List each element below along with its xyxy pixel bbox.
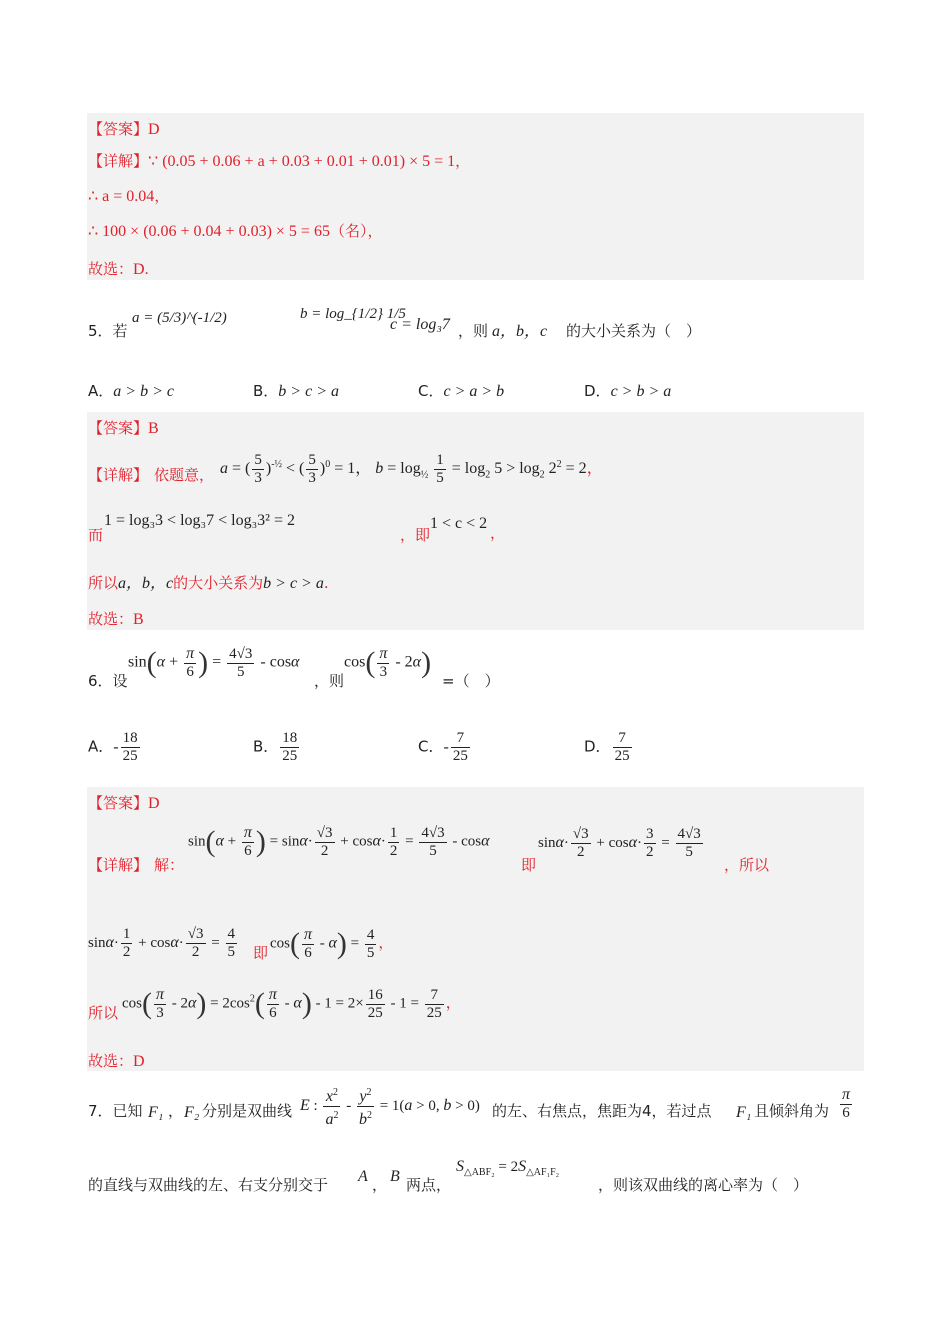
option-label: B．	[253, 737, 279, 756]
q5-answer-line	[88, 417, 159, 438]
q4-choose-value: D.	[133, 261, 149, 278]
q7-stem-line1: 7．已知 F₁ ， F₂ 分别是双曲线 E : $\frac{x^2}{a^2}$ - $\frac{y^2}{b^2}$ = 1(a > 0, b > 0) 的左、右焦点，焦距为4，若过点 F₁ 且倾斜角为 $\frac{\pi}{6}$	[88, 1086, 851, 1128]
q6-detail-ji2: 即	[253, 944, 269, 962]
document-page: 【答案】D 【详解】∵ (0.05 + 0.06 + a + 0.03 + 0.01 + 0.01) × 5 = 1， ∴ a = 0.04， ∴ 100 × (0.06 + 0.04 + 0.03) × 5 = 65（名）， 故选：D. 5．若 a = (5/3)^(-1/2) b = log_{1/2} 1/5 c = log₃7 ，则 a，b，c 的大小关系为（ ） A．a > b > c B．b > c > a C．c > a > b D．c > b > a 【答案】B 【详解】 依题意， a = ( $\frac{5}{3}$ )$^{-\frac{1}{2}}$ < ( $\frac{5}{3}$ )$^0$ = 1， $b = \log_{\frac{1}{2}}$ $\frac{1}{5}$ = $\log_2 5 > \log_2 2^2 = 2$， 而 1 = log₃3 < log₃7 < log₃3² = 2 ，即 1 < c < 2 ， 所以a，b，c的大小关系为b > c > a. 故选：B 6．设 sin(α + $\frac{\pi}{6}$ ) = $\frac{4√3}{5}$ - cosα ，则 cos( $\frac{\pi}{3}$ - 2α) =（ ） A．- $\frac{18}{25}$ B． $\frac{18}{25}$ C．- $\frac{7}{25}$ D． $\frac{7}{25}$ 【答案】D 【详解】 解： sin(α + $\frac{\pi}{6}$ ) = sinα· $\frac{√3}{2}$ + cosα· $\frac{1}{2}$ = $\frac{4√3}{5}$ - cosα 即 sinα· $\frac{√3}{2}$ + cosα· $\frac{3}{2}$ = $\frac{4√3}{5}$ ，所以 sinα· $\frac{1}{2}$ + cosα· $\frac{√3}{2}$ = $\frac{4}{5}$ 即 cos( $\frac{\pi}{6}$ - α) = $\frac{4}{5}$ ， 所以 cos( $\frac{\pi}{3}$ - $2\alpha) = 2\cos^2$( $\frac{\pi}{6}$ - α) - 1 = 2× $\frac{16}{25}$ - 1 = $\frac{7}{25}$ ， 故选：D 7．已知 F₁ ， F₂ 分别是双曲线 E : $\frac{x^2}{a^2}$ - $\frac{y^2}{b^2}$ = 1(a > 0, b > 0) 的左、右焦点，焦距为4，若过点 F₁ 且倾斜角为 $\frac{\pi}{6}$ 的直线与双曲线的左、右支分别交于 A ， B 两点， $S_{\triangle ABF_2} = 2S_{\triangle AF_1F_2}$ ，则该双曲线的离心率为（ ）	[0, 0, 950, 1344]
q6-given: sin(α + $\frac{\pi}{6}$ ) = $\frac{4√3}{5}$ - cosα	[128, 645, 300, 680]
q4-detail-end1: ，	[455, 152, 471, 170]
q5-option-b[interactable]	[253, 380, 339, 401]
q5-choose-value: B	[133, 611, 144, 628]
q6-choose-line	[88, 1050, 145, 1071]
q5-detail-suoyi: 所以	[88, 574, 119, 592]
q4-detail-end3: （名），	[329, 222, 383, 240]
q5-detail-expr: a = ( $\frac{5}{3}$ )$^{-\frac{1}{2}}$ < ( $\frac{5}{3}$ )$^0$ = 1， $b = \log_{\frac{1}{2}}$ $\frac{1}{5}$ = $\log_2 5 > \log_2 2^2 = 2$，	[220, 452, 603, 486]
q5-tail: 的大小关系为（ ）	[566, 322, 702, 340]
option-num: 18	[122, 730, 138, 746]
option-label: D．	[584, 382, 611, 400]
q7-line2-b: 两点，	[406, 1176, 452, 1194]
option-text: c > a > b	[443, 383, 505, 400]
option-text: b > c > a	[278, 383, 339, 400]
detail-label: 【详解】	[88, 856, 149, 874]
q5-detail-vars: a，b，c	[118, 575, 174, 592]
q7-f1: F₁	[148, 1104, 164, 1121]
choose-label: 故选：	[88, 1052, 134, 1070]
q5-detail-er: 而	[88, 526, 104, 544]
q5-detail-math2: 1 < c < 2	[430, 515, 488, 532]
q6-detail-ji: 即	[521, 856, 537, 874]
q7-area-relation: $S_{\triangle ABF_2} = 2S_{\triangle AF_1F_2}$	[456, 1158, 560, 1178]
q5-option-c[interactable]	[418, 380, 504, 401]
q5-answer-value: B	[148, 420, 159, 437]
q6-detail-expr3: sinα· $\frac{1}{2}$ + cosα· $\frac{√3}{2}$ = $\frac{4}{5}$	[88, 926, 235, 960]
q5-number: 5．若	[88, 322, 128, 340]
q6-then: ，则	[314, 672, 345, 690]
option-num: 7	[613, 730, 632, 748]
q5-detail-math: 1 = log₃3 < log₃7 < log₃3² = 2	[104, 512, 295, 529]
q5-detail-ji: ，即	[400, 526, 431, 544]
q7-f2: F₂	[184, 1104, 200, 1121]
choose-label: 故选：	[88, 260, 134, 278]
q6-detail-lead: 解：	[154, 856, 185, 874]
q5-c-def: c = log₃7	[390, 316, 450, 333]
option-num: 7	[451, 730, 470, 748]
q7-t3: 且倾斜角为	[754, 1102, 830, 1120]
q7-point-b: B	[390, 1168, 400, 1185]
q7-line2-c: ，则该双曲线的离心率为（ ）	[598, 1176, 809, 1194]
q6-option-c[interactable]	[418, 730, 472, 765]
q6-detail-suoyi: ，所以	[724, 856, 770, 874]
q7-t1: 分别是双曲线	[202, 1102, 293, 1120]
option-den: 25	[452, 748, 468, 764]
detail-label: 【详解】	[88, 152, 149, 170]
q6-detail-expr5: cos( $\frac{\pi}{3}$ - $2\alpha) = 2\cos^2$( $\frac{\pi}{6}$ - α) - 1 = 2× $\frac{16}{25}$ - 1 = $\frac{7}{25}$ ，	[122, 986, 461, 1021]
q7-t2: 的左、右焦点，焦距为4，若过点	[492, 1102, 712, 1120]
q6-option-b[interactable]	[253, 730, 301, 765]
q4-detail-line2	[88, 185, 169, 206]
option-label: A．	[88, 737, 114, 756]
q7-number: 7．已知	[88, 1102, 143, 1120]
option-label: B．	[253, 382, 279, 400]
q5-a-def: a = (5/3)^(-1/2)	[132, 310, 227, 326]
option-num: 18	[282, 730, 298, 746]
q7-hyperbola: E : $\frac{x^2}{a^2}$ - $\frac{y^2}{b^2}$ = 1(a > 0, b > 0)	[300, 1084, 480, 1129]
q6-detail-expr1: sin(α + $\frac{\pi}{6}$ ) = sinα· $\frac{√3}{2}$ + cosα· $\frac{1}{2}$ = $\frac{4√3}{5}$ - cosα	[188, 824, 490, 859]
q5-detail-mid: 的大小关系为	[173, 574, 264, 592]
q6-detail-suoyi2: 所以	[88, 1004, 119, 1022]
q7-line2-a: 的直线与双曲线的左、右支分别交于	[88, 1176, 329, 1194]
q4-choose-line	[88, 258, 149, 279]
option-sign: -	[113, 738, 119, 756]
q7-point-a: A	[358, 1168, 368, 1185]
q6-detail-expr4: cos( $\frac{\pi}{6}$ - α) = $\frac{4}{5}$ ，	[270, 926, 394, 961]
q6-target: cos( $\frac{\pi}{3}$ - 2α)	[344, 645, 432, 680]
q4-answer-box	[87, 113, 864, 280]
q5-option-d[interactable]	[584, 380, 671, 401]
answer-label: 【答案】	[88, 419, 149, 437]
option-label: A．	[88, 382, 114, 400]
answer-label: 【答案】	[88, 794, 149, 812]
q4-detail-line1	[88, 150, 470, 171]
q6-option-a[interactable]	[88, 730, 142, 765]
option-text: a > b > c	[113, 383, 174, 400]
q5-vars: a，b，c	[492, 323, 548, 340]
q6-tail: =（ ）	[442, 672, 500, 690]
q4-detail-end2: ，	[154, 187, 170, 205]
choose-label: 故选：	[88, 610, 134, 628]
answer-label: 【答案】	[88, 120, 149, 138]
q6-choose-value: D	[133, 1053, 145, 1070]
q5-then: ，则	[458, 322, 489, 340]
option-text: c > b > a	[610, 383, 672, 400]
q6-detail-expr2: sinα· $\frac{√3}{2}$ + cosα· $\frac{3}{2}$ = $\frac{4√3}{5}$	[538, 826, 701, 860]
option-label: D．	[584, 737, 611, 756]
option-den: 25	[282, 748, 298, 764]
q4-answer-line	[88, 118, 160, 139]
q5-option-a[interactable]	[88, 380, 174, 401]
option-den: 25	[614, 748, 630, 764]
option-label: C．	[418, 737, 444, 756]
q5-choose-line	[88, 608, 144, 629]
q5-b-def: b = log_{1/2} 1/5	[300, 306, 406, 322]
q6-answer-value: D	[148, 795, 160, 812]
q4-detail-line3	[88, 220, 382, 241]
option-den: 25	[122, 748, 138, 764]
detail-label: 【详解】	[88, 466, 149, 484]
q6-option-d[interactable]	[584, 730, 634, 765]
q5-detail-line3: 所以a，b，c的大小关系为b > c > a.	[88, 574, 329, 592]
q4-answer-value: D	[148, 121, 160, 138]
q4-detail-math2: ∴ a = 0.04	[88, 188, 155, 205]
option-sign: -	[443, 738, 449, 756]
q4-detail-math1: ∵ (0.05 + 0.06 + a + 0.03 + 0.01 + 0.01) × 5 = 1	[148, 153, 456, 170]
q5-detail-lead: 依题意，	[154, 466, 215, 484]
q5-detail-order: b > c > a	[263, 575, 324, 592]
q6-number: 6．设	[88, 672, 128, 690]
q4-detail-math3: ∴ 100 × (0.06 + 0.04 + 0.03) × 5 = 65	[88, 223, 330, 240]
q6-answer-line	[88, 792, 160, 813]
option-label: C．	[418, 382, 444, 400]
